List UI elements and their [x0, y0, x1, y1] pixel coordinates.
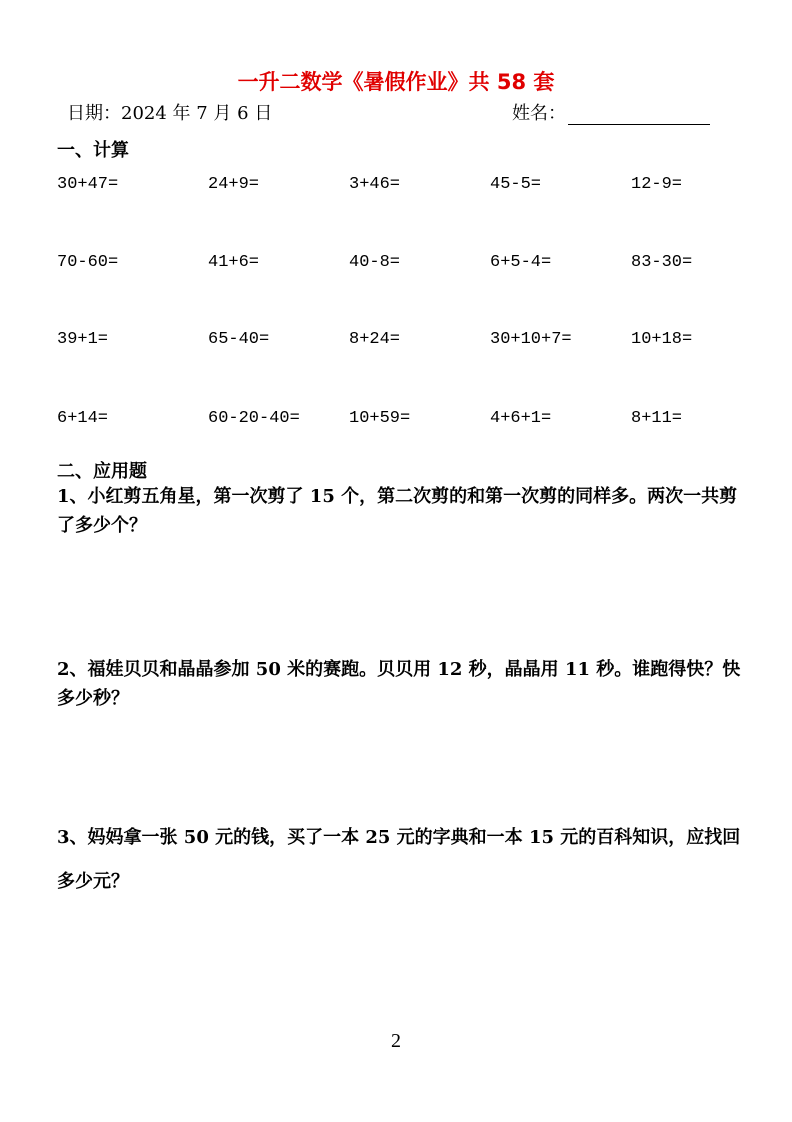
- calc-item: 6+14=: [57, 409, 109, 428]
- word-problem-1: 1、小红剪五角星，第一次剪了 15 个，第二次剪的和第一次剪的同样多。两次一共剪了多少个？: [57, 486, 738, 536]
- calc-item: 30+47=: [57, 175, 119, 194]
- calc-item: 41+6=: [208, 253, 260, 272]
- calc-item: 30+10+7=: [490, 330, 572, 349]
- calc-item: 45-5=: [490, 175, 542, 194]
- section-heading-calculation: 一、计算: [57, 140, 129, 161]
- calc-item: 70-60=: [57, 253, 119, 272]
- date-label: 日期：2024 年 7 月 6 日: [67, 103, 273, 124]
- calc-item: 65-40=: [208, 330, 270, 349]
- calc-item: 4+6+1=: [490, 409, 552, 428]
- page-title: 一升二数学《暑假作业》共 58 套: [237, 70, 555, 94]
- calc-item: 10+59=: [349, 409, 411, 428]
- calc-item: 10+18=: [631, 330, 693, 349]
- calc-item: 39+1=: [57, 330, 109, 349]
- calc-item: 8+11=: [631, 409, 683, 428]
- section-heading-word-problems: 二、应用题: [57, 461, 147, 482]
- name-blank-line: [568, 104, 710, 125]
- calc-item: 40-8=: [349, 253, 401, 272]
- calc-item: 12-9=: [631, 175, 683, 194]
- name-field: [512, 99, 710, 125]
- word-problem-3: 3、妈妈拿一张 50 元的钱，买了一本 25 元的字典和一本 15 元的百科知识，应找回多少元？: [57, 827, 741, 892]
- calc-item: 60-20-40=: [208, 409, 300, 428]
- word-problem-2: 2、福娃贝贝和晶晶参加 50 米的赛跑。贝贝用 12 秒，晶晶用 11 秒。谁跑得快？快多少秒？: [57, 659, 741, 709]
- calc-item: 24+9=: [208, 175, 260, 194]
- calc-item: 8+24=: [349, 330, 401, 349]
- name-label: 姓名：: [512, 103, 566, 124]
- calc-item: 83-30=: [631, 253, 693, 272]
- page-number: 2: [391, 1030, 401, 1052]
- calc-item: 6+5-4=: [490, 253, 552, 272]
- calc-item: 3+46=: [349, 175, 401, 194]
